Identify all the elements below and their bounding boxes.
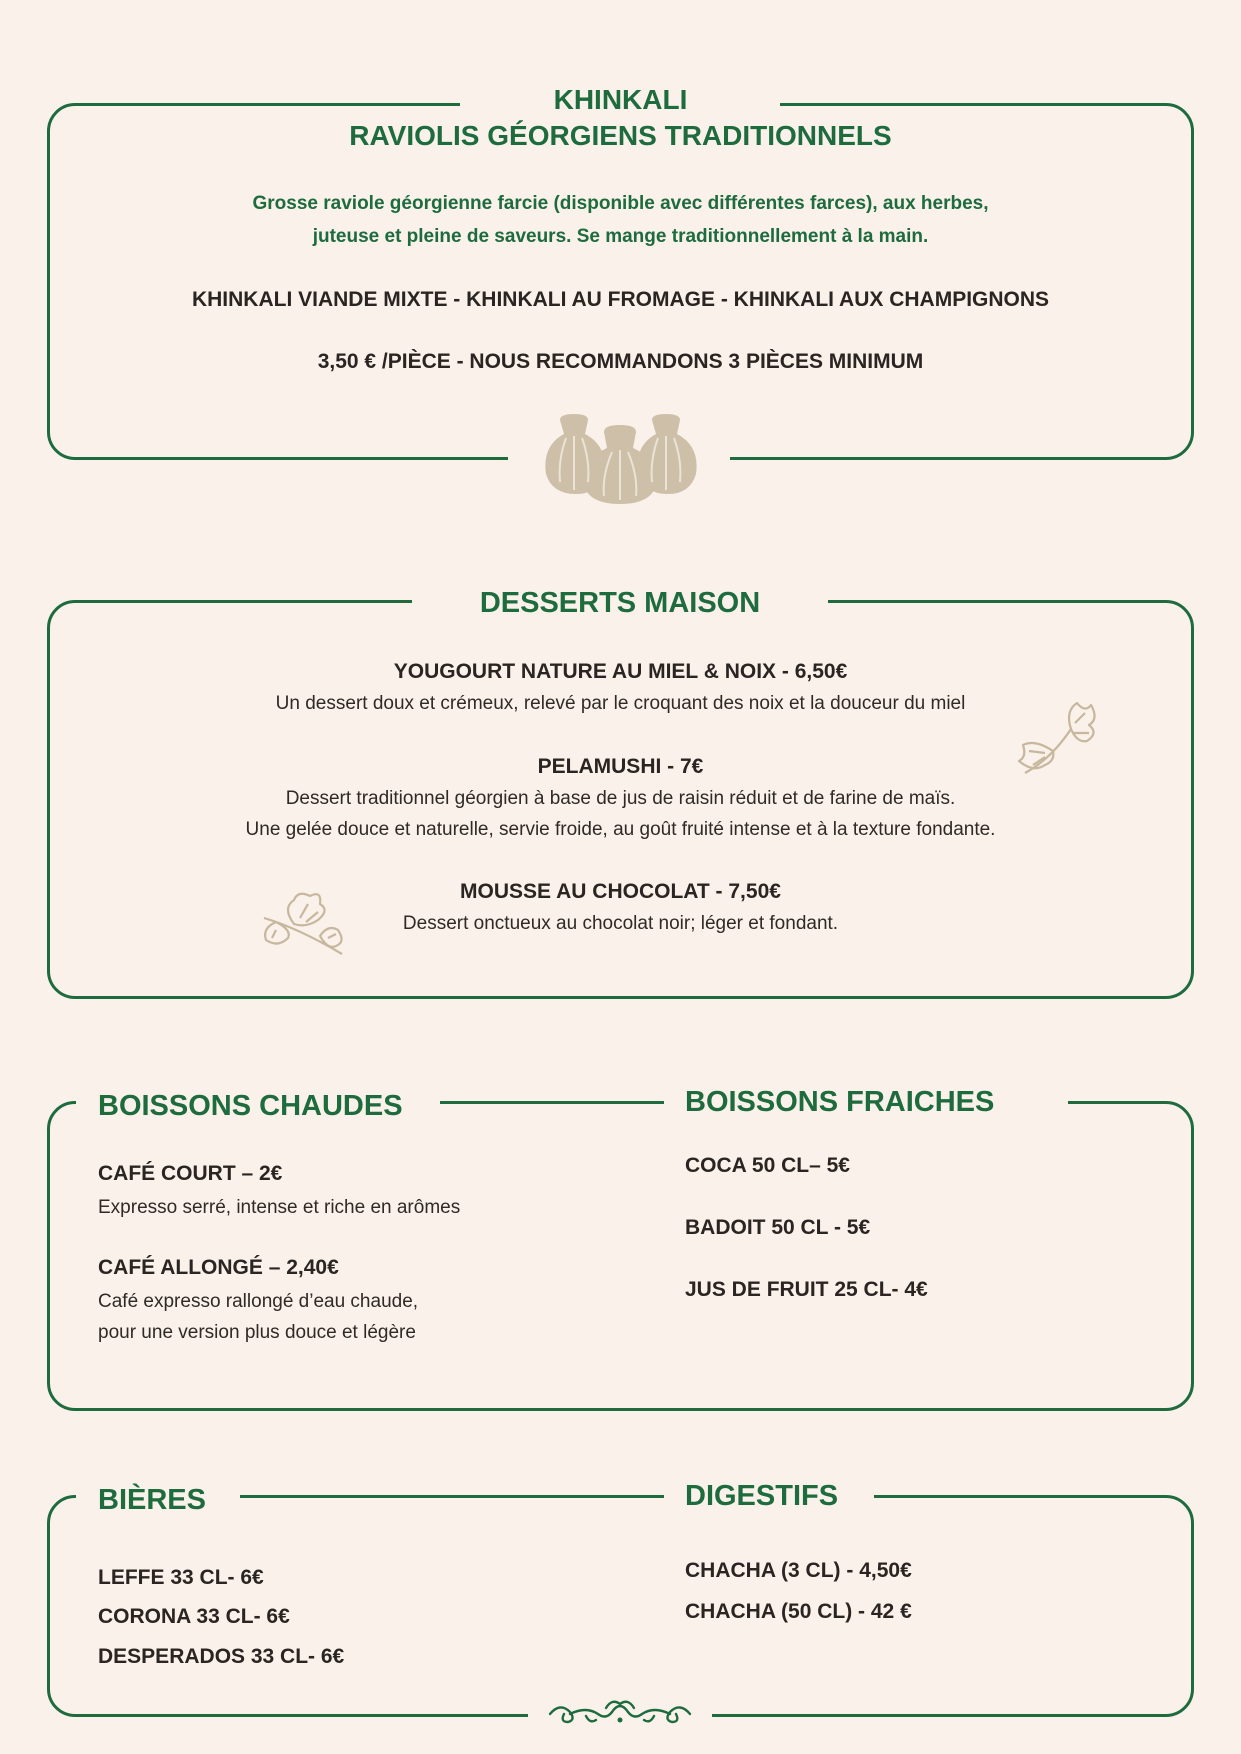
hot-drinks-title: BOISSONS CHAUDES [98,1090,403,1122]
beer-3: DESPERADOS 33 CL- 6€ [98,1645,345,1668]
dessert-item-2-desc-line2: Une gelée douce et naturelle, servie froide, au goût fruité intense et à la texture fondante. [245,819,996,840]
cold-drink-3: JUS DE FRUIT 25 CL- 4€ [685,1278,928,1301]
hot-drink-1-name: CAFÉ COURT – 2€ [98,1162,283,1185]
dessert-item-1-desc: Un dessert doux et crémeux, relevé par le croquant des noix et la douceur du miel [275,693,966,714]
dessert-item-3-desc: Dessert onctueux au chocolat noir; léger et fondant. [402,913,839,934]
khinkali-description-line2: juteuse et pleine de saveurs. Se mange traditionnellement à la main. [312,226,929,247]
dessert-item-2-name: PELAMUSHI - 7€ [537,755,704,778]
parsley-leaf-icon [1015,695,1101,777]
khinkali-frame [47,103,1194,460]
khinkali-title [48,82,1193,154]
khinkali-dumplings-icon [538,410,702,506]
hot-drink-1-desc: Expresso serré, intense et riche en arômes [98,1197,461,1218]
digestif-2: CHACHA (50 CL) - 42 € [685,1600,912,1623]
digestif-1: CHACHA (3 CL) - 4,50€ [685,1559,912,1582]
beers-title: BIÈRES [98,1484,206,1516]
khinkali-varieties: KHINKALI VIANDE MIXTE - KHINKALI AU FROMAGE - KHINKALI AUX CHAMPIGNONS [191,288,1050,311]
beer-1: LEFFE 33 CL- 6€ [98,1566,264,1589]
hot-drink-2-desc-line1: Café expresso rallongé d’eau chaude, [98,1291,419,1312]
khinkali-price: 3,50 € /PIÈCE - NOUS RECOMMANDONS 3 PIÈCES MINIMUM [317,350,924,373]
digestifs-title: DIGESTIFS [685,1480,839,1512]
cold-drink-1: COCA 50 CL– 5€ [685,1154,850,1177]
parsley-leaf-icon [258,888,350,958]
beer-2: CORONA 33 CL- 6€ [98,1605,290,1628]
dessert-item-1-name: YOUGOURT NATURE AU MIEL & NOIX - 6,50€ [393,660,848,683]
cold-drinks-title: BOISSONS FRAICHES [685,1086,995,1118]
dessert-item-2-desc-line1: Dessert traditionnel géorgien à base de jus de raisin réduit et de farine de maïs. [285,788,956,809]
dessert-item-3-name: MOUSSE AU CHOCOLAT - 7,50€ [460,880,781,903]
cold-drink-2: BADOIT 50 CL - 5€ [685,1216,871,1239]
khinkali-title-line2: RAVIOLIS GÉORGIENS TRADITIONNELS [349,120,892,151]
hot-drink-2-desc-line2: pour une version plus douce et légère [98,1322,416,1343]
khinkali-description-line1: Grosse raviole géorgienne farcie (disponible avec différentes farces), aux herbes, [252,193,989,214]
hot-drink-2-name: CAFÉ ALLONGÉ – 2,40€ [98,1256,339,1279]
khinkali-title-line1: KHINKALI [553,84,688,115]
flourish-ornament-icon [546,1696,694,1730]
desserts-title: DESSERTS MAISON [479,587,761,619]
